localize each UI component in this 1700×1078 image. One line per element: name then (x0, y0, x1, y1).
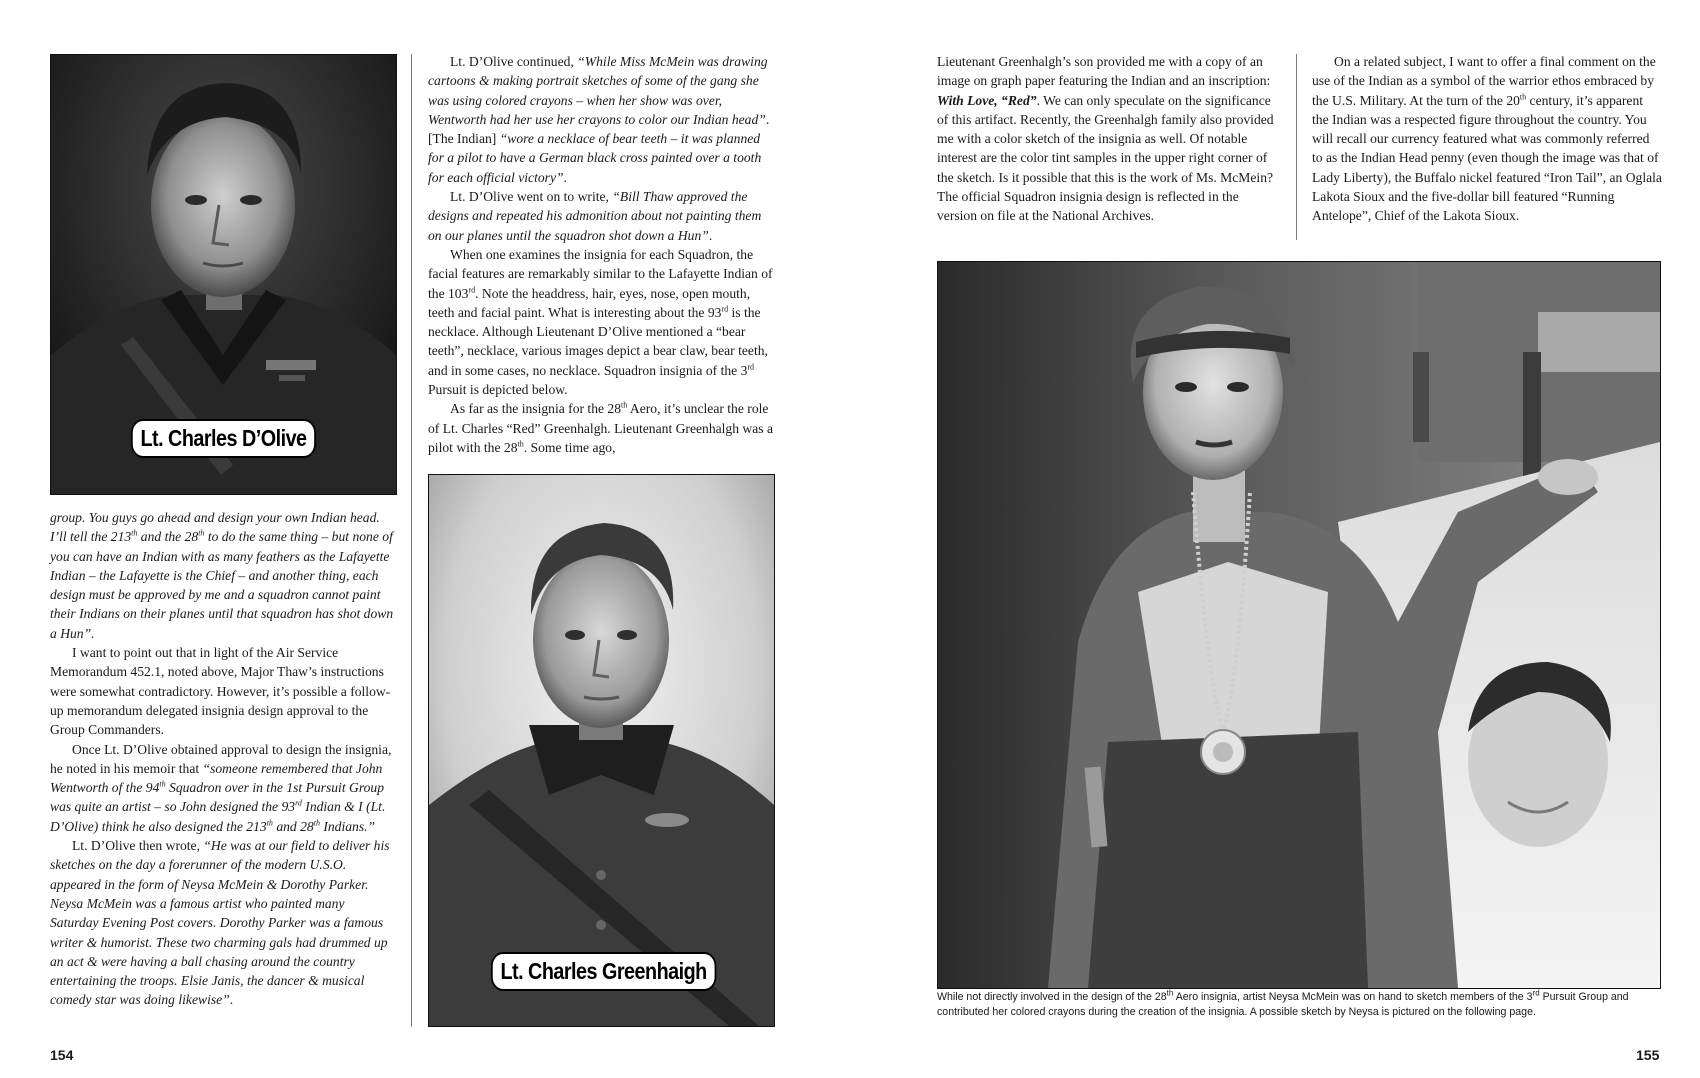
photo-label-greenhalgh: Lt. Charles Greenhaigh (491, 952, 716, 991)
column-divider (1296, 54, 1297, 240)
paragraph: group. You guys go ahead and design your own Indian head. I’ll tell the 213th and the 28th to do the same thing – but none of you can have an Indian with as many feathers as the Lafayette Indian – the Lafayette is the Chief – and another thing, each design must be approved by me and a squadron cannot paint their Indians on their planes until that squadron has shot down a Hun”. (50, 510, 394, 641)
paragraph: Lt. D’Olive then wrote, “He was at our field to deliver his sketches on the day a forerunner of the modern U.S.O. appeared in the form of Neysa McMein & Dorothy Parker. Neysa McMein was a famous artist who painted many Saturday Evening Post covers. Dorothy Parker was a famous writer & humorist. These two charming gals had drummed up an act & were having a ball chasing around the country entertaining the troops. Elsie Janis, the dancer & musical comedy star was doing likewise”. (50, 838, 390, 1008)
photo-label-dolive: Lt. Charles D’Olive (131, 419, 316, 458)
page-number-right: 155 (1636, 1047, 1660, 1063)
paragraph: Lieutenant Greenhalgh’s son provided me with a copy of an image on graph paper featuring the Indian and an inscription: With Love, “Red”. We can only speculate on the significance of this artifact. Recently, the Greenhalgh family also provided me with a color sketch of the insignia as well. Of notable interest are the color tint samples in the upper right corner of the sketch. Is it possible that this is the work of Ms. McMein? The official Squadron insignia design is reflected in the version on file at the National Archives. (937, 54, 1274, 224)
left-column-1 (50, 508, 395, 1010)
neysa-mcmein-photo (937, 261, 1661, 989)
greenhalgh-portrait-image (429, 475, 774, 1026)
right-page (850, 0, 1700, 1078)
left-column-2 (428, 52, 773, 457)
paragraph: Once Lt. D’Olive obtained approval to design the insignia, he noted in his memoir that “someone remembered that John Wentworth of the 94th Squadron over in the 1st Pursuit Group was quite an artist – so John designed the 93rd Indian & I (Lt. D’Olive) think he also designed the 213th and 28th Indians.” (50, 741, 392, 834)
paragraph: Lt. D’Olive went on to write, “Bill Thaw approved the designs and repeated his admonition about not painting them on our planes until the squadron shot down a Hun”. (428, 189, 762, 243)
neysa-mcmein-image (938, 262, 1660, 988)
paragraph: When one examines the insignia for each Squadron, the facial features are remarkably similar to the Lafayette Indian of the 103rd. Note the headdress, hair, eyes, nose, open mouth, teeth and facial paint. What is interesting about the 93rd is the necklace. Although Lieutenant D’Olive mentioned a “bear teeth”, necklace, various images depict a bear claw, bear teeth, and in some cases, no necklace. Squadron insignia of the 3rd Pursuit is depicted below. (428, 246, 773, 398)
column-divider (411, 54, 412, 1027)
right-column-2 (1312, 52, 1662, 226)
dolive-portrait-photo (50, 54, 397, 495)
photo-caption: While not directly involved in the design of the 28th Aero insignia, artist Neysa McMein was on hand to sketch members of the 3rd Pursuit Group and contributed her colored crayons during the creation of the insignia. A possible sketch by Neysa is pictured on the following page. (937, 988, 1629, 1018)
page-number-left: 154 (50, 1047, 74, 1063)
right-column-1 (937, 52, 1282, 226)
greenhalgh-portrait-photo (428, 474, 775, 1027)
paragraph: On a related subject, I want to offer a final comment on the use of the Indian as a symbol of the warrior ethos embraced by the U.S. Military. At the turn of the 20th century, it’s apparent the Indian was a respected figure throughout the country. You will recall our currency featured what was commonly referred to as the Indian Head penny (even though the image was that of Lady Liberty), the Buffalo nickel featured “Iron Tail”, an Oglala Lakota Sioux and the five-dollar bill featured “Running Antelope”, Chief of the Lakota Sioux. (1312, 54, 1662, 224)
paragraph: Lt. D’Olive continued, “While Miss McMein was drawing cartoons & making portrait sketches of some of the gang she was using colored crayons – when her show was over, Wentworth had her use her crayons to color our Indian head”. [The Indian] “wore a necklace of bear teeth – it was planned for a pilot to have a German black cross painted over a tooth for each official victory”. (428, 54, 770, 185)
paragraph: I want to point out that in light of the Air Service Memorandum 452.1, noted above, Major Thaw’s instructions were somewhat contradictory. However, it’s possible a follow-up memorandum delegated insignia design approval to the Group Commanders. (50, 645, 391, 738)
paragraph: As far as the insignia for the 28th Aero, it’s unclear the role of Lt. Charles “Red” Greenhalgh. Lieutenant Greenhalgh was a pilot with the 28th. Some time ago, (428, 400, 773, 455)
